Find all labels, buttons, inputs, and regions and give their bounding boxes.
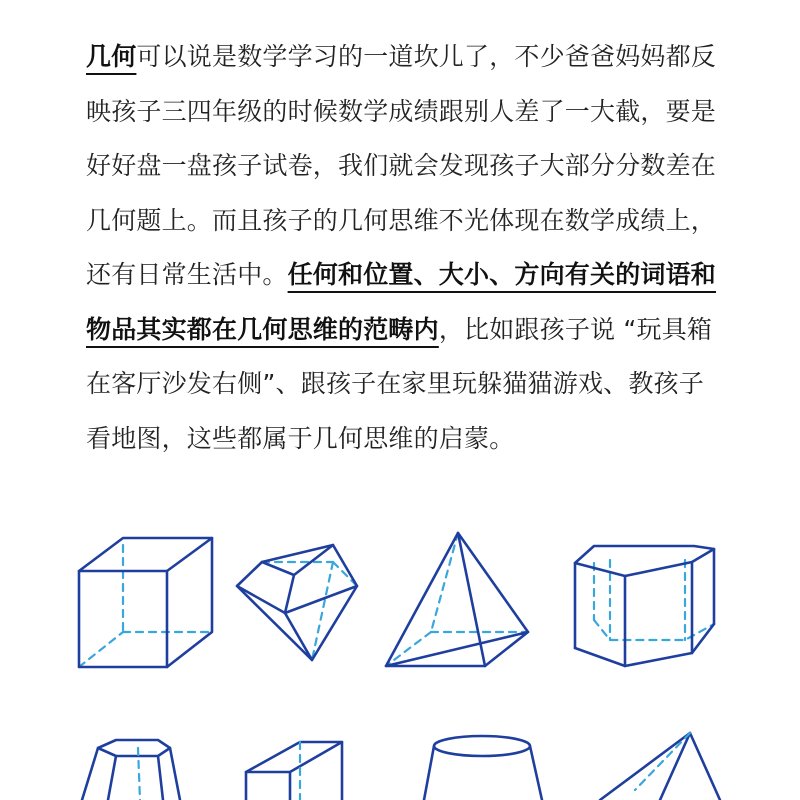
frustum-icon <box>82 740 180 800</box>
hexagonal-prism-icon <box>575 546 714 666</box>
highlighted-sentence: 任何和位置、大小、方向有关的词语和物品其实都在几何思维的范畴内 <box>86 260 717 344</box>
pyramid-icon <box>600 733 720 800</box>
body-text-2: ，比如跟孩子说 “玩具箱在客厅沙发右侧”、跟孩子在家里玩躲猫猫游戏、教孩子看地图，这些都属于几何思维的启蒙。 <box>86 314 713 453</box>
parallelepiped-icon <box>246 742 342 800</box>
gem-icon <box>237 545 357 660</box>
body-text-1: 可以说是数学学习的一道坎儿了，不少爸爸妈妈都反映孩子三四年级的时候数学成绩跟别人差了一大截，要是好好盘一盘孩子试卷，我们就会发现孩子大部分分数差在几何题上。而且孩子的几何思维不光体现在数学成绩上，还有日常生活中。 <box>86 42 717 289</box>
square-pyramid-icon <box>386 533 528 666</box>
keyword-geometry: 几何 <box>86 42 137 71</box>
cube-icon <box>79 538 212 667</box>
truncated-cone-icon <box>424 736 542 800</box>
